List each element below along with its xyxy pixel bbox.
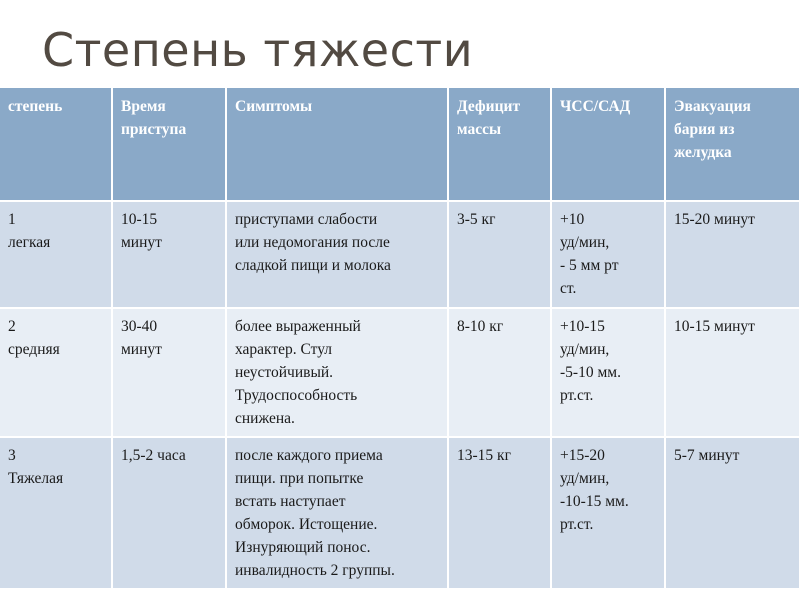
- table-header-row: [0, 88, 800, 201]
- header-degree: степень: [0, 88, 112, 201]
- cell-degree: 1 легкая: [0, 201, 112, 308]
- cell-attack-time: 10-15 минут: [112, 201, 226, 308]
- cell-barium-evacuation: 5-7 минут: [665, 437, 800, 589]
- cell-degree: 3 Тяжелая: [0, 437, 112, 589]
- cell-mass-deficit: 13-15 кг: [448, 437, 551, 589]
- cell-symptoms: более выраженный характер. Стул неустойчивый. Трудоспособность снижена.: [226, 308, 448, 437]
- header-symptoms: Симптомы: [226, 88, 448, 201]
- table-row: [0, 308, 800, 437]
- severity-table: [0, 88, 800, 590]
- cell-hr-bp: +10-15 уд/мин, -5-10 мм. рт.ст.: [551, 308, 665, 437]
- cell-hr-bp: +10 уд/мин, - 5 мм рт ст.: [551, 201, 665, 308]
- cell-attack-time: 30-40 минут: [112, 308, 226, 437]
- table-row: [0, 201, 800, 308]
- table-row: [0, 437, 800, 589]
- header-attack-time: Время приступа: [112, 88, 226, 201]
- cell-symptoms: приступами слабости или недомогания после сладкой пищи и молока: [226, 201, 448, 308]
- cell-hr-bp: +15-20 уд/мин, -10-15 мм. рт.ст.: [551, 437, 665, 589]
- cell-mass-deficit: 8-10 кг: [448, 308, 551, 437]
- header-barium-evacuation: Эвакуация бария из желудка: [665, 88, 800, 201]
- cell-attack-time: 1,5-2 часа: [112, 437, 226, 589]
- cell-degree: 2 средняя: [0, 308, 112, 437]
- slide-title: Степень тяжести: [42, 23, 474, 77]
- cell-mass-deficit: 3-5 кг: [448, 201, 551, 308]
- header-hr-bp: ЧСС/САД: [551, 88, 665, 201]
- cell-symptoms: после каждого приема пищи. при попытке встать наступает обморок. Истощение. Изнуряющий понос. инвалидность 2 группы.: [226, 437, 448, 589]
- header-mass-deficit: Дефицит массы: [448, 88, 551, 201]
- cell-barium-evacuation: 10-15 минут: [665, 308, 800, 437]
- cell-barium-evacuation: 15-20 минут: [665, 201, 800, 308]
